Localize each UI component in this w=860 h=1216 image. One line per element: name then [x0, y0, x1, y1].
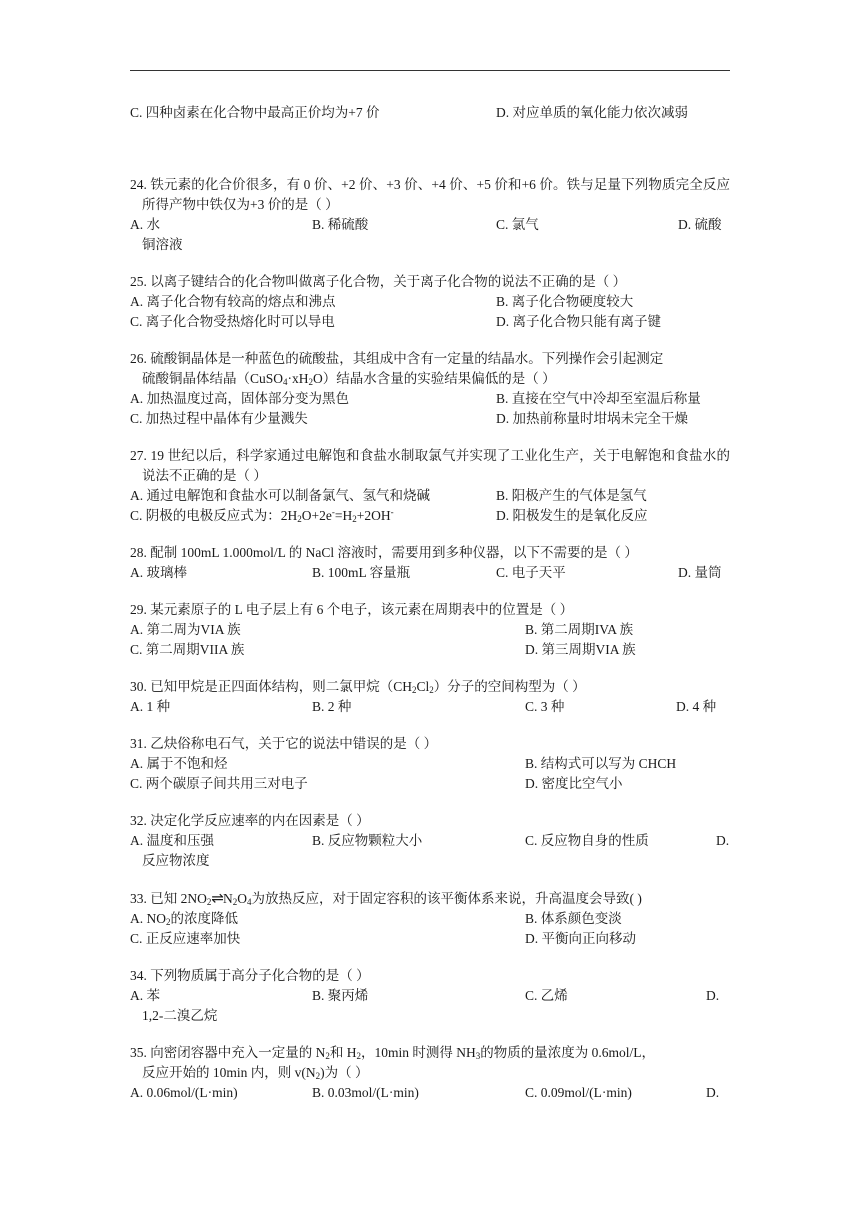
q32-option-d: D.	[716, 833, 730, 848]
q34-option-a: A. 苯	[130, 988, 160, 1003]
question-30	[130, 677, 730, 717]
q25-option-b: B. 离子化合物硬度较大	[496, 294, 634, 309]
q23-option-d: D. 对应单质的氧化能力依次减弱	[496, 105, 688, 120]
question-25	[130, 272, 730, 332]
q28-option-c: C. 电子天平	[496, 565, 566, 580]
q32-option-c: C. 反应物自身的性质	[525, 833, 649, 848]
q31-option-a: A. 属于不饱和烃	[130, 756, 228, 771]
q25-stem: 25. 以离子键结合的化合物叫做离子化合物，关于离子化合物的说法不正确的是（ ）	[130, 274, 627, 289]
q23-option-c: C. 四种卤素在化合物中最高正价均为+7 价	[130, 105, 380, 120]
q31-option-b: B. 结构式可以写为 CHCH	[525, 756, 677, 771]
q35-option-a: A. 0.06mol/(L·min)	[130, 1085, 238, 1100]
q30-option-a: A. 1 种	[130, 699, 171, 714]
q33-option-d: D. 平衡向正向移动	[525, 931, 636, 946]
q33-options-row-2	[130, 929, 730, 949]
q33-option-a: A. $NO_2$的浓度降低	[130, 911, 238, 927]
q24-option-d-continued: 铜溶液	[142, 237, 183, 252]
q27-options-row-1	[130, 486, 730, 506]
q33-option-c: C. 正反应速率加快	[130, 931, 241, 946]
q29-options-row-1	[130, 620, 730, 640]
q29-option-b: B. 第二周期IVA 族	[525, 622, 634, 637]
q28-option-b: B. 100mL 容量瓶	[312, 565, 411, 580]
q35-stem-line-1: 35. 向密闭容器中充入一定量的 $N_2$和 $H_2$，10min 时测得 $NH_3$的物质的量浓度为 0.6mol/L，	[130, 1045, 655, 1061]
question-32	[130, 811, 730, 871]
q34-option-b: B. 聚丙烯	[312, 988, 369, 1003]
q26-options-row-2	[130, 409, 730, 429]
q34-option-c: C. 乙烯	[525, 988, 568, 1003]
question-28	[130, 543, 730, 583]
q31-option-c: C. 两个碳原子间共用三对电子	[130, 776, 308, 791]
q33-option-b: B. 体系颜色变淡	[525, 911, 622, 926]
q25-option-d: D. 离子化合物只能有离子键	[496, 314, 661, 329]
question-24	[130, 175, 730, 255]
q25-option-c: C. 离子化合物受热熔化时可以导电	[130, 314, 335, 329]
question-26	[130, 349, 730, 429]
q35-option-d: D.	[706, 1085, 720, 1100]
question-33	[130, 888, 730, 949]
q24-stem: 24. 铁元素的化合价很多，有 0 价、+2 价、+3 价、+4 价、+5 价和+6 价。铁与足量下列物质完全反应所得产物中铁仅为+3 价的是（ ）	[130, 177, 730, 212]
equilibrium-arrow-icon: ⇌	[211, 889, 223, 907]
q35-stem-line-2: 反应开始的 10min 内，则 $v(N_2)$为（ ）	[142, 1065, 369, 1081]
q33-options-row-1	[130, 909, 730, 929]
q31-option-d: D. 密度比空气小	[525, 776, 623, 791]
q24-option-b: B. 稀硫酸	[312, 217, 369, 232]
q27-option-c: C. 阴极的电极反应式为：$2H_2O+2e^-=H_2+2OH^-$	[130, 507, 394, 524]
q24-option-a: A. 水	[130, 217, 160, 232]
q26-option-d: D. 加热前称量时坩埚未完全干燥	[496, 411, 688, 426]
q27-options-row-2	[130, 506, 730, 526]
q27-option-d: D. 阳极发生的是氧化反应	[496, 508, 648, 523]
q32-option-a: A. 温度和压强	[130, 833, 214, 848]
q26-stem-line-1: 26. 硫酸铜晶体是一种蓝色的硫酸盐，其组成中含有一定量的结晶水。下列操作会引起测定	[130, 351, 664, 366]
q30-options-row	[130, 697, 730, 717]
q32-stem: 32. 决定化学反应速率的内在因素是（ ）	[130, 813, 370, 828]
q28-option-a: A. 玻璃棒	[130, 565, 187, 580]
q29-option-d: D. 第三周期VIA 族	[525, 642, 636, 657]
q32-options-row	[130, 831, 730, 851]
q35-option-b: B. 0.03mol/(L·min)	[312, 1085, 419, 1100]
q27-option-a: A. 通过电解饱和食盐水可以制备氯气、氢气和烧碱	[130, 488, 430, 503]
question-35	[130, 1043, 730, 1103]
q25-options-row-1	[130, 292, 730, 312]
q26-option-a: A. 加热温度过高，固体部分变为黑色	[130, 391, 349, 406]
q34-stem: 34. 下列物质属于高分子化合物的是（ ）	[130, 968, 370, 983]
q29-options-row-2	[130, 640, 730, 660]
q30-option-b: B. 2 种	[312, 699, 352, 714]
question-list	[130, 103, 730, 1103]
q30-stem: 30. 已知甲烷是正四面体结构，则二氯甲烷$(CH_2Cl_2)$分子的空间构型为（ ）	[130, 679, 586, 695]
q26-option-b: B. 直接在空气中冷却至室温后称量	[496, 391, 701, 406]
q34-option-d: D.	[706, 988, 720, 1003]
q23-options-row	[130, 103, 730, 123]
q25-option-a: A. 离子化合物有较高的熔点和沸点	[130, 294, 336, 309]
q28-stem: 28. 配制 100mL 1.000mol/L 的 NaCl 溶液时，需要用到多种仪器，以下不需要的是（ ）	[130, 545, 638, 560]
q28-option-d: D. 量筒	[678, 565, 722, 580]
q32-option-d-continued: 反应物浓度	[142, 853, 210, 868]
q34-options-row	[130, 986, 730, 1006]
q33-stem: 33. 已知 $2NO_2\rightleftharpoons N_2O_4$为放热反应，对于固定容积的该平衡体系来说，升高温度会导致( )	[130, 889, 642, 907]
q26-options-row-1	[130, 389, 730, 409]
q25-options-row-2	[130, 312, 730, 332]
q32-option-b: B. 反应物颗粒大小	[312, 833, 423, 848]
q35-options-row	[130, 1083, 730, 1103]
q24-option-c: C. 氯气	[496, 217, 539, 232]
q29-option-c: C. 第二周期VIIA 族	[130, 642, 245, 657]
q26-option-c: C. 加热过程中晶体有少量溅失	[130, 411, 308, 426]
q31-options-row-2	[130, 774, 730, 794]
header-rule	[130, 70, 730, 71]
q35-option-c: C. 0.09mol/(L·min)	[525, 1085, 632, 1100]
q26-stem-line-2: 硫酸铜晶体结晶$(CuSO_4\cdot xH_2O)$结晶水含量的实验结果偏低的是（ ）	[142, 371, 556, 387]
q34-option-d-continued: 1,2-二溴乙烷	[142, 1008, 218, 1023]
q30-option-c: C. 3 种	[525, 699, 565, 714]
q24-option-d: D. 硫酸	[678, 217, 722, 232]
q27-stem: 27. 19 世纪以后，科学家通过电解饱和食盐水制取氯气并实现了工业化生产，关于电解饱和食盐水的说法不正确的是（ ）	[130, 448, 730, 483]
question-27	[130, 446, 730, 526]
question-34	[130, 966, 730, 1026]
q29-option-a: A. 第二周为VIA 族	[130, 622, 241, 637]
q31-stem: 31. 乙炔俗称电石气，关于它的说法中错误的是（ ）	[130, 736, 438, 751]
question-29	[130, 600, 730, 660]
q30-option-d: D. 4 种	[676, 699, 717, 714]
q24-options-row	[130, 215, 730, 235]
q28-options-row	[130, 563, 730, 583]
question-31	[130, 734, 730, 794]
q29-stem: 29. 某元素原子的 L 电子层上有 6 个电子，该元素在周期表中的位置是（ ）	[130, 602, 574, 617]
q27-option-b: B. 阳极产生的气体是氢气	[496, 488, 647, 503]
q31-options-row-1	[130, 754, 730, 774]
